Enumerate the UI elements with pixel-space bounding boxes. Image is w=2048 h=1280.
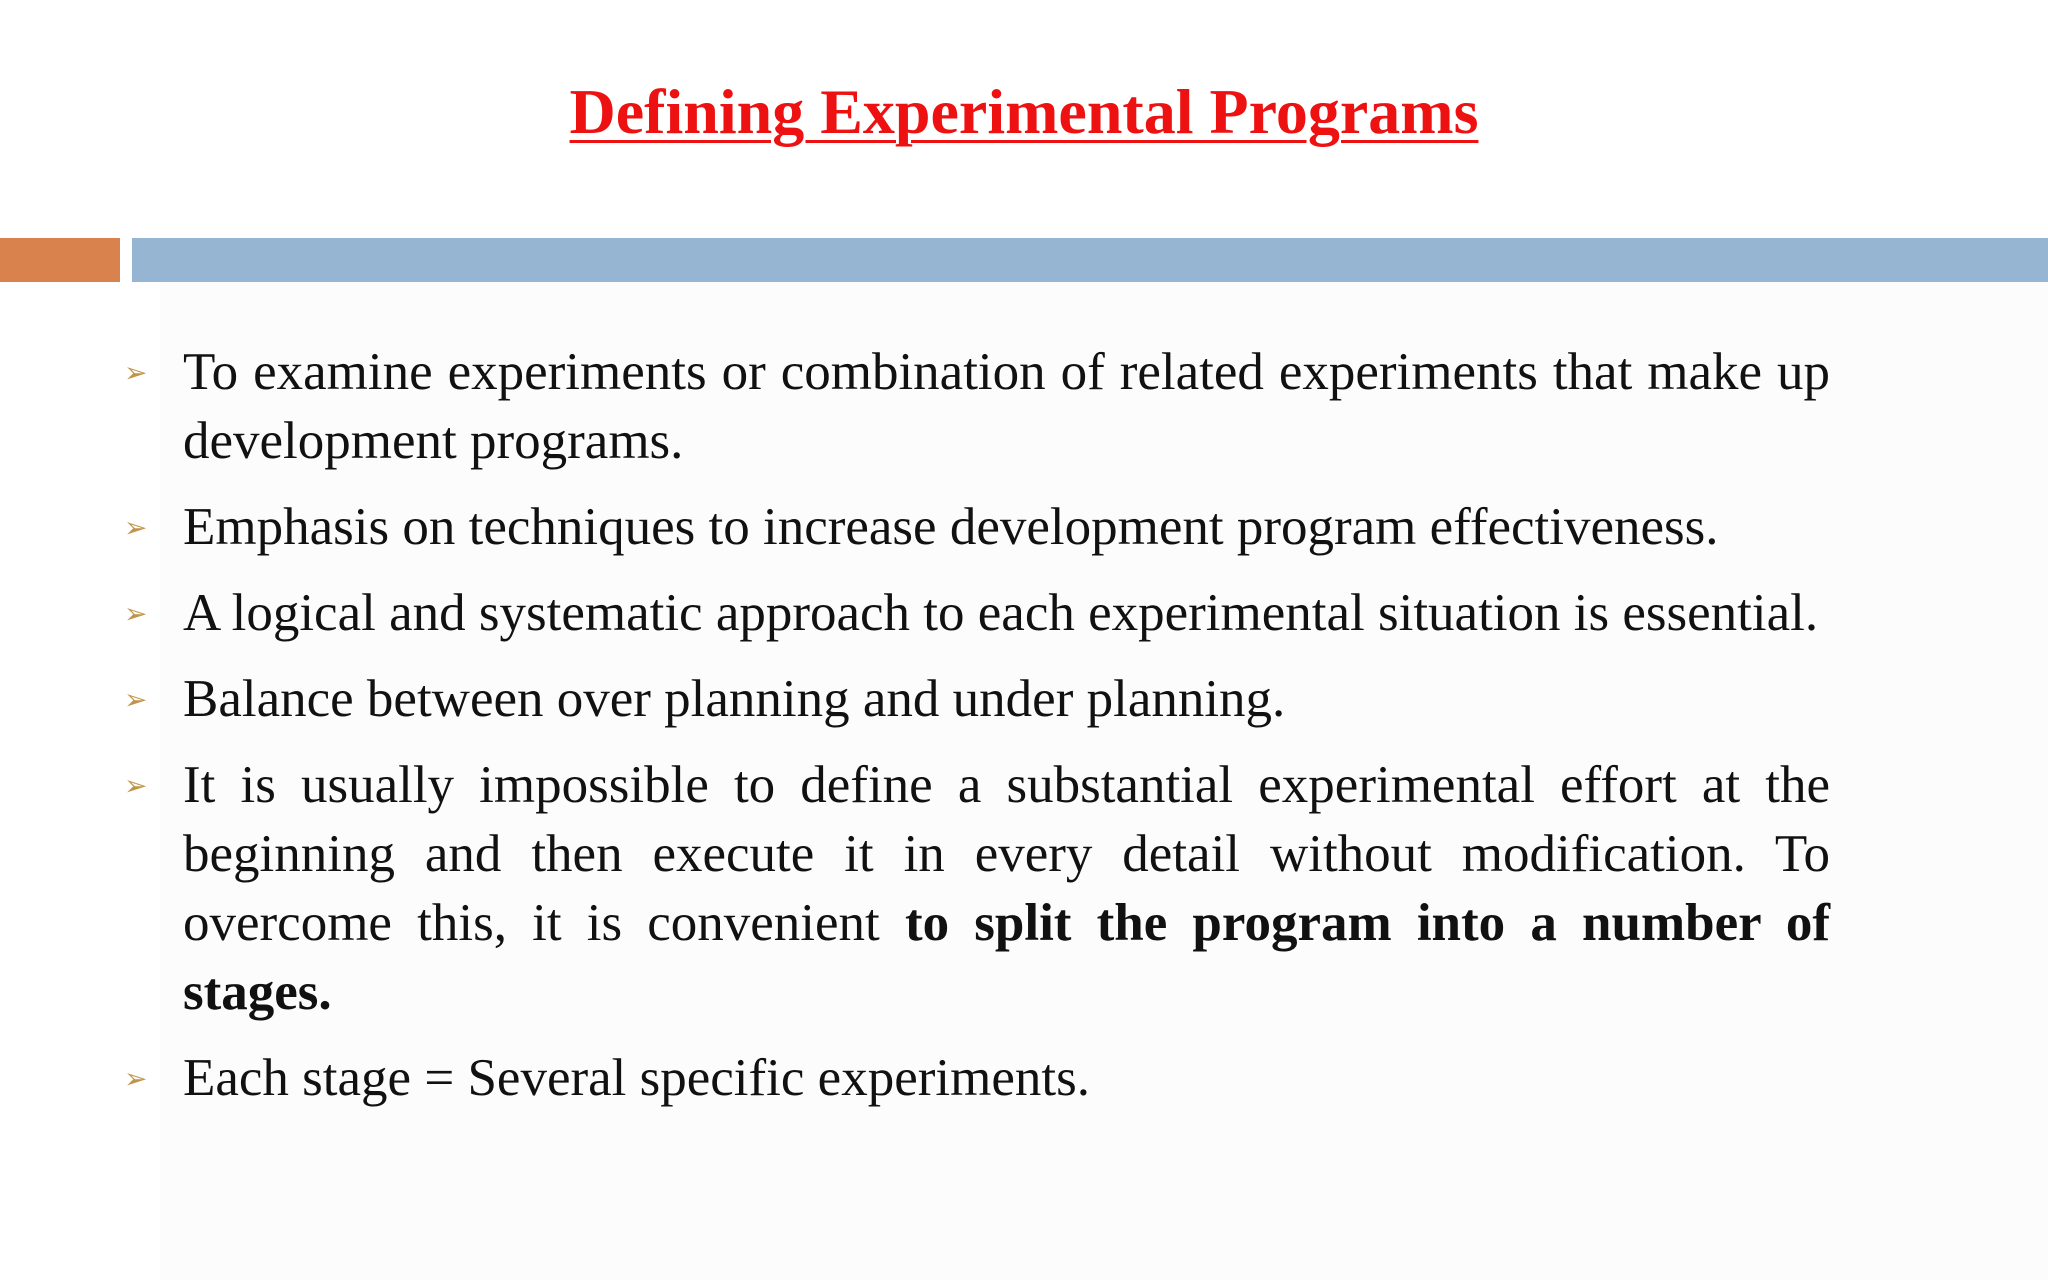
bullet-item [120, 751, 1830, 1027]
bullet-text: Each stage = Several specific experiments. [183, 1049, 1090, 1107]
arrow-bullet-icon: ➢ [124, 1062, 148, 1095]
bullet-text: A logical and systematic approach to each experimental situation is essential. [183, 584, 1819, 642]
accent-bar-blue [132, 238, 2048, 282]
arrow-bullet-icon: ➢ [124, 356, 148, 389]
slide-title: Defining Experimental Programs [569, 76, 1479, 147]
bullet-text: Balance between over planning and under planning. [183, 670, 1286, 728]
bullet-text: It is usually impossible to define a substantial experimental effort at the beginning and then execute it in every detail without modification. To overcome this, it is convenient [183, 756, 1830, 952]
bullet-item [120, 493, 1830, 562]
bullet-text-emphasis: to split the program into a number of stages. [183, 894, 1830, 1021]
arrow-bullet-icon: ➢ [124, 511, 148, 544]
bullet-item [120, 665, 1830, 734]
accent-bar-orange [0, 238, 120, 282]
bullet-text: Emphasis on techniques to increase development program effectiveness. [183, 498, 1719, 556]
bullet-item [120, 1044, 1830, 1113]
arrow-bullet-icon: ➢ [124, 683, 148, 716]
bullet-item [120, 338, 1830, 476]
arrow-bullet-icon: ➢ [124, 769, 148, 802]
bullet-list [120, 338, 1830, 1130]
bullet-item [120, 579, 1830, 648]
arrow-bullet-icon: ➢ [124, 597, 148, 630]
bullet-text: To examine experiments or combination of related experiments that make up development programs. [183, 343, 1830, 470]
